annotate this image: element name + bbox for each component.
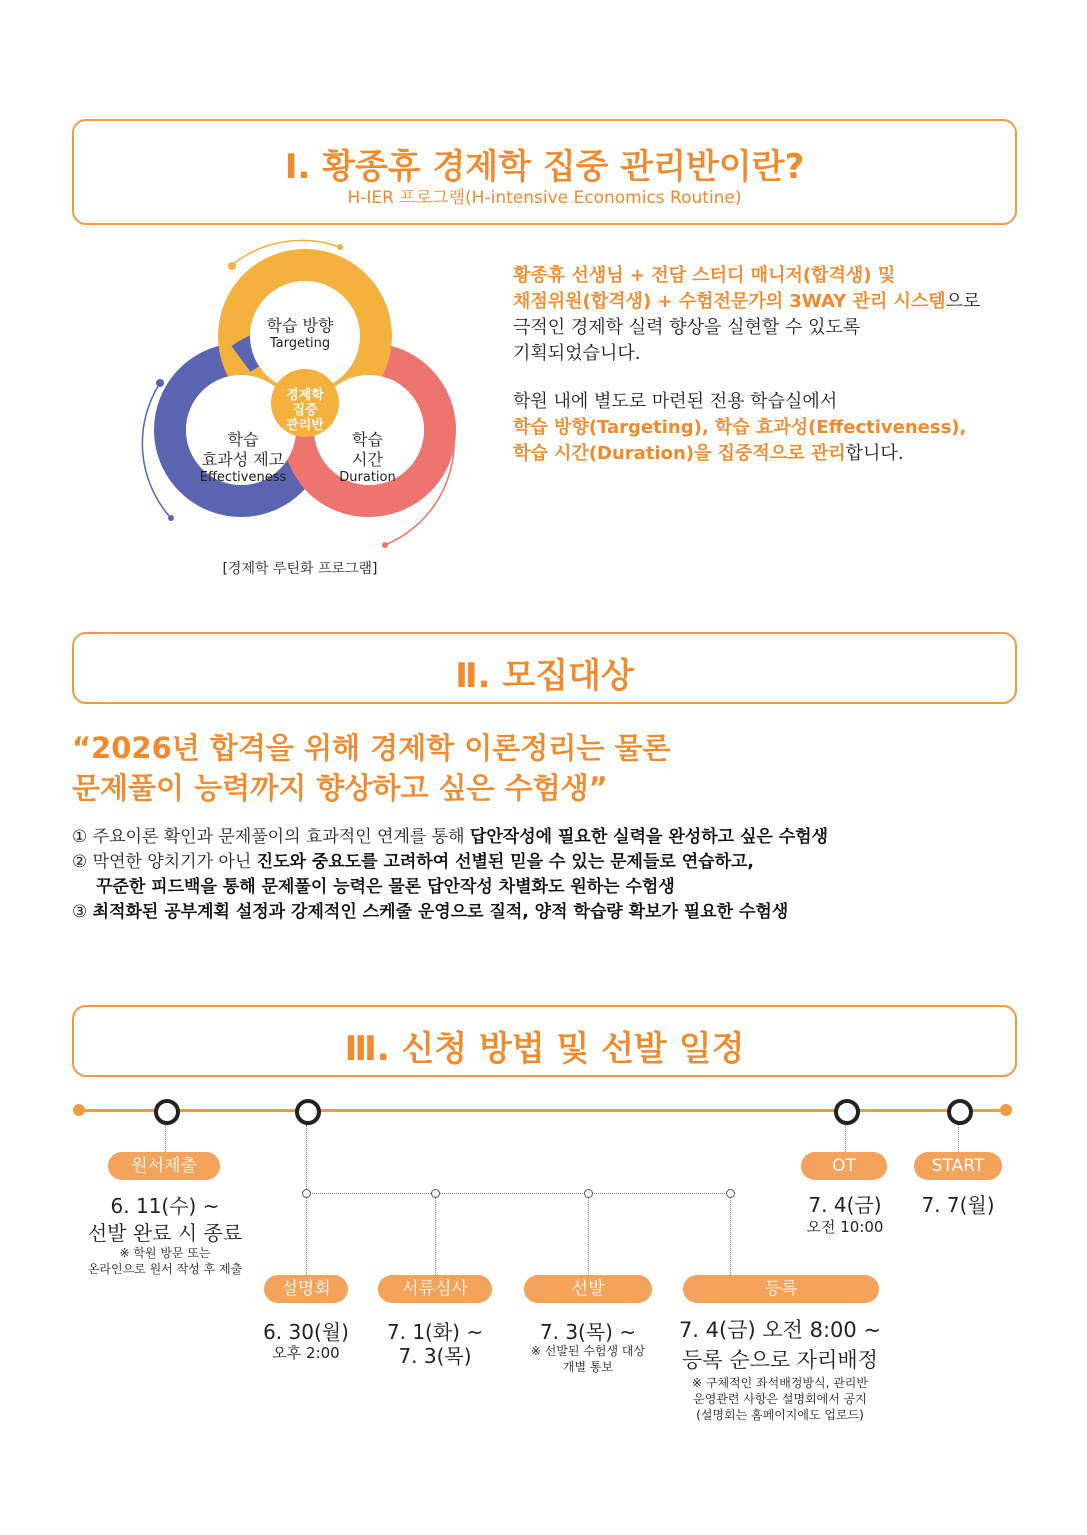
step-briefing-label: 설명회 xyxy=(264,1275,348,1303)
diagram-center-label xyxy=(270,388,340,433)
section2-header xyxy=(72,632,1017,704)
step-start-label: START xyxy=(914,1152,1002,1180)
timeline-node-briefing xyxy=(295,1099,321,1125)
desc-p2-line2: 학습 방향(Targeting), 학습 효과성(Effectiveness), xyxy=(513,417,967,438)
timeline-node-ot xyxy=(834,1099,860,1125)
briefing-date2: 오후 2:00 xyxy=(272,1344,340,1362)
apply-date2: 선발 완료 시 종료 xyxy=(87,1221,243,1245)
section3-title: Ⅲ. 신청 방법 및 선발 일정 xyxy=(344,1029,745,1069)
section3-header xyxy=(72,1005,1017,1077)
register-note3: (설명회는 홈페이지에도 업로드) xyxy=(696,1408,864,1422)
timeline-node-apply xyxy=(154,1099,180,1125)
register-date2: 등록 순으로 자리배정 xyxy=(682,1348,878,1372)
step-ot-label: OT xyxy=(801,1152,887,1180)
step-register-label: 등록 xyxy=(683,1275,879,1303)
branch-node xyxy=(431,1189,440,1198)
item-plain: 막연한 양치기가 아닌 xyxy=(92,852,257,872)
register-note xyxy=(670,1375,890,1423)
register-note1: ※ 구체적인 좌석배정방식, 관리반 xyxy=(691,1376,868,1390)
effectiveness-ko1: 학습 xyxy=(227,430,259,449)
timeline-end-dot xyxy=(1000,1104,1012,1116)
target-list xyxy=(72,825,1012,925)
select-note xyxy=(508,1343,668,1375)
register-date1: 7. 4(금) 오전 8:00 ~ xyxy=(678,1318,882,1342)
diagram-caption: [경제학 루틴화 프로그램] xyxy=(222,561,378,577)
item-bold: 최적화된 공부계획 설정과 강제적인 스케줄 운영으로 질적, 양적 학습량 확보가 필요한 수험생 xyxy=(92,902,789,922)
section1-description xyxy=(513,263,1013,467)
branch-node xyxy=(584,1189,593,1198)
item-num: ③ xyxy=(72,902,88,922)
timeline-start-dot xyxy=(73,1104,85,1116)
duration-en: Duration xyxy=(339,470,396,485)
duration-ko2: 시간 xyxy=(352,450,383,469)
section2-title: Ⅱ. 모집대상 xyxy=(455,656,634,696)
quote-line-2: 문제풀이 능력까지 향상하고 싶은 수험생” xyxy=(72,771,608,805)
select-note2: 개별 통보 xyxy=(562,1360,614,1374)
desc-p2-line3-orange: 학습 시간(Duration)을 집중적으로 관리 xyxy=(513,443,846,464)
step-apply-label: 원서제출 xyxy=(108,1152,220,1180)
connector xyxy=(588,1198,589,1275)
list-item xyxy=(72,825,1012,850)
step-select-label: 선발 xyxy=(524,1275,652,1303)
desc-p1-line4: 기획되었습니다. xyxy=(513,343,641,364)
connector xyxy=(958,1125,959,1152)
list-item xyxy=(72,875,1012,900)
diagram-left-label xyxy=(188,430,298,485)
apply-note2: 온라인으로 원서 작성 후 제출 xyxy=(87,1262,243,1276)
timeline-node-start xyxy=(947,1099,973,1125)
briefing-date1: 6. 30(월) xyxy=(263,1320,349,1344)
item-bold: 진도와 중요도를 고려하여 선별된 믿을 수 있는 문제들로 연습하고, xyxy=(256,852,754,872)
apply-note xyxy=(70,1245,260,1277)
desc-p1-line2 xyxy=(513,289,1013,315)
connector xyxy=(165,1125,166,1152)
connector xyxy=(730,1198,731,1275)
apply-note1: ※ 학원 방문 또는 xyxy=(119,1246,211,1260)
list-item xyxy=(72,850,1012,875)
section1-title: Ⅰ. 황종휴 경제학 집중 관리반이란? xyxy=(284,147,805,187)
section2-quote xyxy=(72,728,670,808)
desc-p2-line3 xyxy=(513,441,1013,467)
select-date1: 7. 3(목) ~ xyxy=(539,1320,637,1344)
desc-p1-line2-rest: 으로 xyxy=(945,291,981,312)
timeline-line xyxy=(78,1109,1006,1112)
item-num: ② xyxy=(72,852,88,872)
step-review-label: 서류심사 xyxy=(378,1275,492,1303)
desc-p2-line1: 학원 내에 별도로 마련된 전용 학습실에서 xyxy=(513,391,838,412)
list-item xyxy=(72,900,1012,925)
register-note2: 운영관련 사항은 설명회에서 공지 xyxy=(693,1392,867,1406)
center-line-3: 관리반 xyxy=(286,418,324,433)
ot-date2: 오전 10:00 xyxy=(806,1218,884,1236)
select-note1: ※ 선발된 수험생 대상 xyxy=(530,1344,646,1358)
item-bold: 답안작성에 필요한 실력을 완성하고 싶은 수험생 xyxy=(469,827,828,847)
connector xyxy=(306,1125,307,1275)
targeting-ko: 학습 방향 xyxy=(266,316,334,335)
branch-node xyxy=(726,1189,735,1198)
duration-ko1: 학습 xyxy=(352,430,383,449)
connector xyxy=(845,1125,846,1152)
branch-line xyxy=(306,1193,731,1194)
review-date2: 7. 3(목) xyxy=(398,1344,472,1368)
section1-header xyxy=(72,119,1017,225)
quote-line-1: “2026년 합격을 위해 경제학 이론정리는 물론 xyxy=(72,731,671,765)
desc-p1-line3: 극적인 경제학 실력 향상을 실현할 수 있도록 xyxy=(513,317,861,338)
item-bold: 꾸준한 피드백을 통해 문제풀이 능력은 물론 답안작성 차별화도 원하는 수험생 xyxy=(96,877,675,897)
center-line-2: 집중 xyxy=(292,403,318,418)
connector xyxy=(435,1198,436,1275)
ot-date1: 7. 4(금) xyxy=(808,1193,882,1217)
effectiveness-ko2: 효과성 제고 xyxy=(201,450,285,469)
center-line-1: 경제학 xyxy=(286,388,324,403)
start-date1: 7. 7(월) xyxy=(921,1193,995,1217)
section1-subtitle: H-IER 프로그램(H-intensive Economics Routine) xyxy=(347,188,742,208)
targeting-en: Targeting xyxy=(269,336,331,351)
review-date1: 7. 1(화) ~ xyxy=(386,1320,484,1344)
desc-p2-line3-rest: 합니다. xyxy=(845,443,904,464)
item-plain: 주요이론 확인과 문제풀이의 효과적인 연계를 통해 xyxy=(92,827,470,847)
desc-p1-line2-orange: 채점위원(합격생) + 수험전문가의 3WAY 관리 시스템 xyxy=(513,291,946,312)
diagram-top-label xyxy=(250,313,350,351)
effectiveness-en: Effectiveness xyxy=(199,470,287,485)
branch-node xyxy=(302,1189,311,1198)
desc-p1-line1: 황종휴 선생님 + 전담 스터디 매니저(합격생) 및 xyxy=(513,265,896,286)
item-num: ① xyxy=(72,827,88,847)
apply-date1: 6. 11(수) ~ xyxy=(110,1194,220,1218)
diagram-right-label xyxy=(320,430,415,485)
